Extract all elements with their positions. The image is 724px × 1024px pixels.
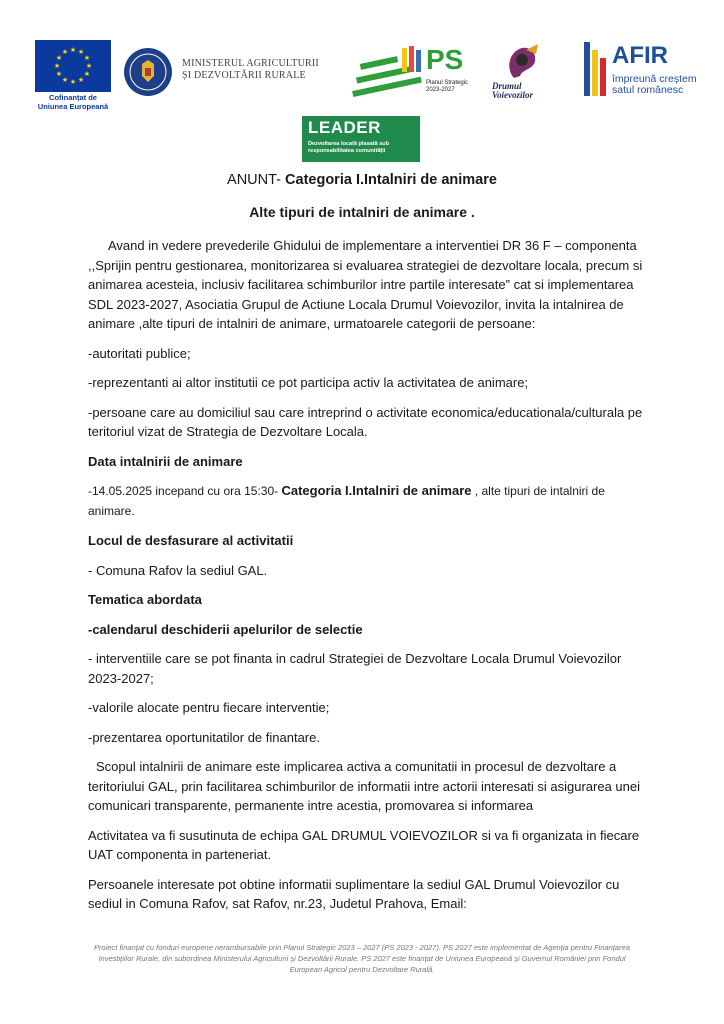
category-item: -persoane care au domiciliul sau care intreprind o activitate economica/educationala/culturala pe teritoriul vizat de Strategia de Dezvoltare Locala.: [88, 404, 643, 439]
government-seal-icon: [122, 46, 174, 98]
place-text: - Comuna Rafov la sediul GAL.: [88, 562, 268, 578]
leader-logo: [302, 116, 420, 162]
ministry-name: MINISTERUL AGRICULTURII ȘI DEZVOLTĂRII RURALE: [182, 58, 319, 81]
svg-text:★: ★: [85, 62, 93, 70]
intro-paragraph: [88, 236, 648, 334]
funding-footer: Proiect finanțat cu fonduri europene nerambursabile prin Planul Strategic 2023 – 2027 (PS 2023 - 2027). PS 2027 este implementat de Agenția pentru Finanțarea Investițiilor Rurale, din subordinea Ministerului Agriculturii și Dezvoltării Rurale. PS 2027 este finanțat de Uniunea Europeană și Guvernul României prin Fondul European Agricol pentru Dezvoltare Rurală.: [94, 943, 630, 974]
theme-item: - interventiile care se pot finanta in cadrul Strategiei de Dezvoltare Locala Drumul Voievozilor 2023-2027;: [88, 651, 622, 686]
svg-text:★: ★: [55, 54, 63, 62]
ps-name: PS: [426, 44, 464, 75]
date-tail: , alte tipuri de intalniri de animare.: [88, 484, 605, 518]
theme-subheading: -calendarul deschiderii apelurilor de selectie: [88, 621, 363, 637]
eu-flag-icon: [35, 40, 111, 92]
category-item: -autoritati publice;: [88, 345, 191, 361]
svg-text:★: ★: [69, 46, 77, 54]
purpose-paragraph: Scopul intalnirii de animare este implicarea activa a comunitatii in procesul de dezvoltare a teritoriului GAL, prin facilitarea schimburilor de informatii intre actorii interesati si asigurarea unei comunicari transparente, permanente intre acestia, promovarea si informarea: [88, 759, 641, 813]
logo-header: [0, 0, 724, 120]
leader-caption: Dezvoltarea locală plasată sub responsabilitatea comunității: [308, 141, 390, 154]
afir-tagline: împreună creștem satul românesc: [612, 73, 697, 96]
intro-tail: , invita la intalnirea de animare ,alte tipuri de intalniri de animare, urmatoarele categorii de persoane:: [88, 296, 624, 331]
place-heading: Locul de desfasurare al activitatii: [88, 533, 294, 548]
svg-text:★: ★: [83, 54, 91, 62]
svg-text:★: ★: [61, 76, 69, 84]
svg-text:★: ★: [77, 76, 85, 84]
eu-logo: [32, 40, 114, 112]
afir-name: AFIR: [612, 42, 668, 69]
announcement-title: [0, 172, 724, 188]
theme-heading: Tematica abordata: [88, 592, 202, 607]
title-prefix: ANUNT-: [227, 172, 286, 188]
svg-text:★: ★: [55, 70, 63, 78]
intro-main: Avand in vedere prevederile Ghidului de implementare a interventiei DR 36 F – componenta ,,Sprijin pentru gestionarea, monitorizarea si evaluarea strategiei de dezvoltare locala, precum si animarea acesteia, inclusiv facilitarea schimburilor intre partile interesate” cat si implementarea SDL 2023-2027, Asociatia Grupul de Actiune Locala Drumul Voievozilor: [88, 238, 643, 312]
announcement-subtitle: Alte tipuri de intalniri de animare .: [249, 204, 475, 220]
contact-paragraph: Persoanele interesate pot obtine informatii suplimentare la sediul GAL Drumul Voievozilor cu sediul in Comuna Rafov, sat Rafov, nr.23, Judetul Prahova, Email:: [88, 876, 620, 911]
svg-text:★: ★: [69, 78, 77, 86]
activity-paragraph: Activitatea va fi susutinuta de echipa GAL DRUMUL VOIEVOZILOR si va fi organizata in fiecare UAT componenta in parteneriat.: [88, 827, 640, 862]
ps-caption: Planul Strategic 2023-2027: [426, 80, 469, 93]
title-category: Categoria I.Intalniri de animare: [285, 172, 497, 188]
leader-name: LEADER: [308, 118, 381, 137]
date-category: Categoria I.Intalniri de animare: [281, 483, 472, 498]
svg-text:★: ★: [61, 48, 69, 56]
svg-text:★: ★: [53, 62, 61, 70]
svg-text:★: ★: [83, 70, 91, 78]
announcement-body: [88, 236, 648, 924]
ps-logo-mark-icon: [350, 44, 490, 102]
afir-logo-mark-icon: [580, 38, 612, 102]
drumul-voievozilor-name: Drumul Voievozilor: [492, 81, 534, 100]
theme-item: -valorile alocate pentru fiecare interventie;: [88, 700, 330, 715]
svg-text:★: ★: [77, 48, 85, 56]
date-paragraph: [88, 481, 648, 521]
category-item: -reprezentanti ai altor institutii ce pot participa activ la activitatea de animare;: [88, 375, 529, 390]
eu-caption: Cofinanțat de Uniunea Europeană: [37, 93, 109, 111]
theme-item: -prezentarea oportunitatilor de finantare.: [88, 729, 320, 745]
date-heading: Data intalnirii de animare: [88, 453, 243, 469]
date-text: -14.05.2025 incepand cu ora 15:30-: [88, 484, 282, 498]
